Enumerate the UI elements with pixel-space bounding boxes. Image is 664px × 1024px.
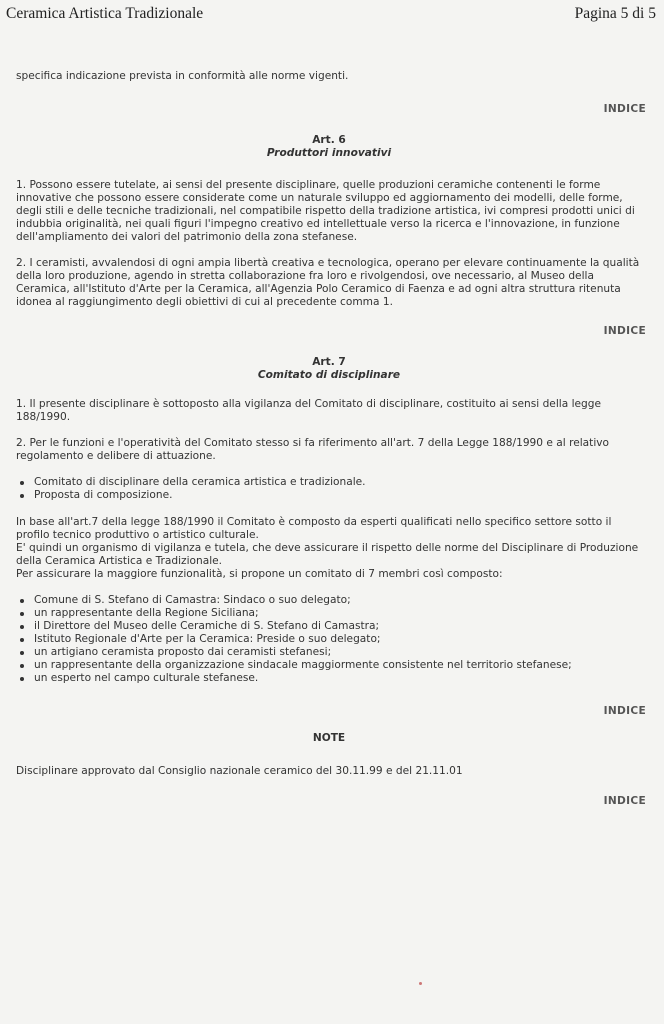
list-item: un artigiano ceramista proposto dai ceramisti stefanesi; [16,646,642,659]
note-text: Disciplinare approvato dal Consiglio nazionale ceramico del 30.11.99 e del 21.11.01 [16,765,463,777]
art6-paragraph-2: 2. I ceramisti, avvalendosi di ogni ampia libertà creativa e tecnologica, operano per elevare continuamente la qualità della loro produzione, agendo in stretta collaborazione fra loro e rivolgendosi, ove necessario, al Museo della Ceramica, all'Istituto d'Arte per la Ceramica, all'Agenzia Polo Ceramico di Faenza e ad ogni altra struttura ritenuta idonea al raggiungimento degli obiettivi di cui al precedente comma 1. [16,257,640,308]
art7-paragraph-3: In base all'art.7 della legge 188/1990 il Comitato è composto da esperti qualificati nello specifico settore sotto il profilo tecnico produttivo o artistico culturale. [16,516,612,541]
list-item: Comune di S. Stefano di Camastra: Sindaco o suo delegato; [16,594,642,607]
intro-text: specifica indicazione prevista in conformità alle norme vigenti. [16,70,349,82]
list-item: Comitato di disciplinare della ceramica artistica e tradizionale. [16,476,642,489]
indice-link[interactable]: INDICE [603,705,646,717]
art6-paragraph-1: 1. Possono essere tutelate, ai sensi del presente disciplinare, quelle produzioni ceramiche contenenti le forme innovative che possono essere considerate come un naturale sviluppo ed aggiornamento dei modelli, delle forme, degli stili e delle tecniche tradizionali, nel compatibile rispetto della tradizione artistica, ivi compresi prodotti unici di indubbia originalità, nei quali figuri l'impegno creativo ed intellettuale verso la ricerca e l'innovazione, in funzione dell'ampliamento dei valori del patrimonio della zona stefanese. [16,179,635,243]
document-body [16,70,646,808]
indice-link[interactable]: INDICE [603,795,646,807]
art6-title: Produttori innovativi [266,147,392,159]
document-title: Ceramica Artistica Tradizionale [6,5,204,22]
list-item: un rappresentante della organizzazione sindacale maggiormente consistente nel territorio stefanese; [16,659,642,672]
scan-speck [419,982,422,985]
committee-members-list [16,594,642,685]
art7-title: Comitato di disciplinare [257,369,401,381]
art7-paragraph-4: E' quindi un organismo di vigilanza e tutela, che deve assicurare il rispetto delle norme del Disciplinare di Produzione della Ceramica Artistica e Tradizionale. [16,542,639,567]
page-number: Pagina 5 di 5 [574,5,656,22]
art7-paragraph-1: 1. Il presente disciplinare è sottoposto alla vigilanza del Comitato di disciplinare, costituito ai sensi della legge 188/1990. [16,398,601,423]
committee-bullet-list [16,476,642,502]
list-item: un rappresentante della Regione Siciliana; [16,607,642,620]
indice-link[interactable]: INDICE [603,325,646,337]
list-item: Proposta di composizione. [16,489,642,502]
art7-heading [16,356,642,382]
art7-number: Art. 7 [312,356,346,368]
list-item: Istituto Regionale d'Arte per la Ceramica: Preside o suo delegato; [16,633,642,646]
indice-link[interactable]: INDICE [603,103,646,115]
art6-heading [16,134,642,160]
art7-paragraph-5: Per assicurare la maggiore funzionalità, si propone un comitato di 7 membri così composto: [16,568,503,580]
art7-paragraph-2: 2. Per le funzioni e l'operatività del Comitato stesso si fa riferimento all'art. 7 della Legge 188/1990 e al relativo regolamento e delibere di attuazione. [16,437,610,462]
list-item: un esperto nel campo culturale stefanese. [16,672,642,685]
art6-number: Art. 6 [312,134,346,146]
note-heading: NOTE [312,732,346,744]
list-item: il Direttore del Museo delle Ceramiche di S. Stefano di Camastra; [16,620,642,633]
page-header [6,5,656,27]
